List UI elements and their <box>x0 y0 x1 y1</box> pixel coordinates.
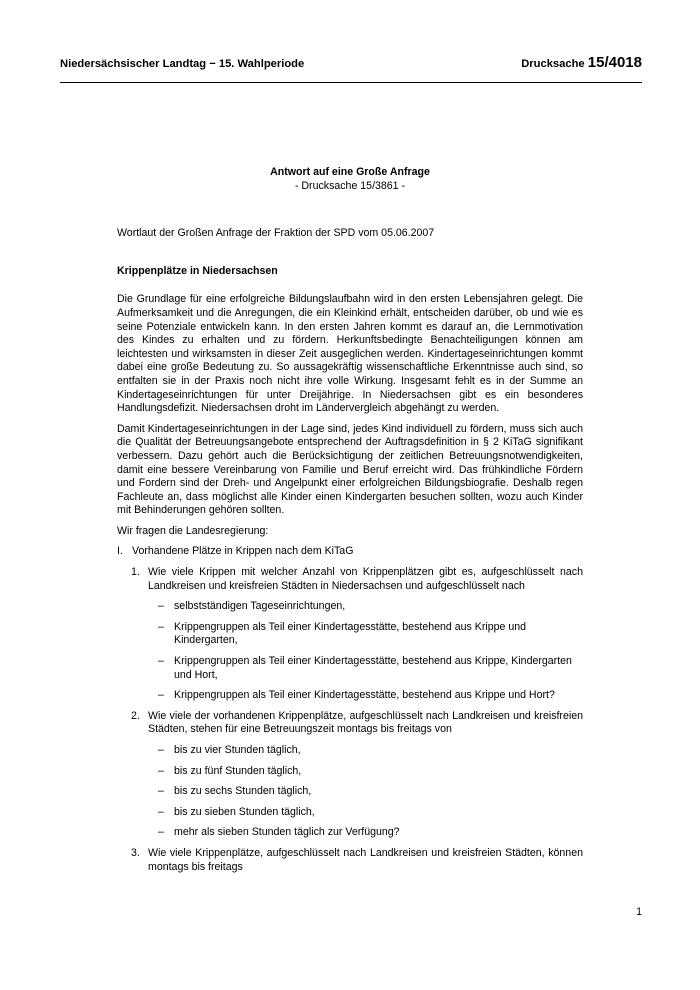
roman-section <box>117 545 583 559</box>
header-drucksache-number: 15/4018 <box>587 54 642 71</box>
list-item-text: bis zu sechs Stunden täglich, <box>174 785 312 798</box>
paragraph: Wir fragen die Landesregierung: <box>117 524 269 537</box>
dash-marker: – <box>158 785 164 798</box>
list-item-text: bis zu vier Stunden täglich, <box>174 744 301 756</box>
list-item-text: bis zu sieben Stunden täglich, <box>174 805 315 818</box>
dash-marker: – <box>158 620 164 633</box>
question-text: Wie viele Krippenplätze, aufgeschlüsselt nach Landkreisen und kreisfreien Städten, können montags bis freitags <box>148 846 583 873</box>
question-1 <box>117 566 583 593</box>
header-rule <box>60 82 642 83</box>
paragraph: Damit Kindertageseinrichtungen in der Lage sind, jedes Kind individuell zu fördern, muss sich auch die Qualität der Betreuungsangebote entsprechend der Auftragsdefinition in § 2 KiTaG signifikant verbessern. Dazu gehört auch die Berücksichtigung der zeitlichen Betreuungsnotwendigkeiten, damit eine bessere Vereinbarung von Familie und Beruf erreicht wird. Das frühkindliche Fördern und Fordern sind der Dreh- und Angelpunkt einer erfolgreichen Bildungsbiografie. Deshalb regen Fachleute an, dass möglichst alle Kinder einen Kindergarten besuchen sollten, wozu auch Kinder mit Behinderungen gehören sollten. <box>117 422 583 517</box>
document-title: Antwort auf eine Große Anfrage <box>270 166 430 178</box>
dash-marker: – <box>158 744 164 756</box>
question-text: Wie viele der vorhandenen Krippenplätze, aufgeschlüsselt nach Landkreisen und kreisfreien Städten, stehen für eine Betreuungszeit montags bis freitags von <box>148 709 583 736</box>
question-marker: 3. <box>131 846 140 859</box>
question-marker: 2. <box>131 709 140 722</box>
dash-marker: – <box>158 655 164 668</box>
list-item-text: Krippengruppen als Teil einer Kindertagesstätte, bestehend aus Krippe und Hort? <box>174 689 555 702</box>
list-item <box>117 826 583 840</box>
list-item <box>117 655 583 682</box>
dash-marker: – <box>158 805 164 818</box>
list-item <box>117 689 583 703</box>
page-header <box>60 56 642 72</box>
document-subtitle: - Drucksache 15/3861 - <box>294 179 406 192</box>
document-body <box>117 166 583 874</box>
question-2 <box>117 710 583 737</box>
question-text: Wie viele Krippen mit welcher Anzahl von Krippenplätzen gibt es, aufgeschlüsselt nach Landkreisen und kreisfreien Städten in Niedersachsen und aufgeschlüsselt nach <box>148 566 583 592</box>
list-item-text: mehr als sieben Stunden täglich zur Verfügung? <box>174 826 400 839</box>
list-item <box>117 765 583 779</box>
dash-marker: – <box>158 689 164 702</box>
list-item <box>117 600 583 614</box>
paragraph: Die Grundlage für eine erfolgreiche Bildungslaufbahn wird in den ersten Lebensjahren gelegt. Die Aufmerksamkeit und die Anregungen, die ein Kleinkind erhält, entscheiden darüber, ob und wie es seine Potenziale entwickeln kann. In den ersten Jahren kommt es darauf an, die Lernmotivation des Kindes zu erhalten und zu fördern. Herkunftsbedingte Benachteiligungen können am leichtesten und wirksamsten in dieser Zeit ausgeglichen werden. Kindertageseinrichtungen kommt dabei eine große Bedeutung zu. So aussagekräftig wissenschaftliche Erkenntnisse auch sind, so entfalten sie in der Praxis noch nicht ihre volle Wirkung. Insgesamt fehlt es in der Summe an Kindertageseinrichtungen für unter Dreijährige. In Niedersachsen gibt es ein besonderes Handlungsdefizit. Niedersachsen droht im Ländervergleich abgehängt zu werden. <box>117 293 583 415</box>
list-item-text: Krippengruppen als Teil einer Kindertagesstätte, bestehend aus Krippe, Kindergarten und Hort, <box>174 655 572 681</box>
list-item <box>117 744 583 758</box>
roman-section-title: Vorhandene Plätze in Krippen nach dem KiTaG <box>132 545 354 558</box>
question-2-bullets <box>117 744 583 840</box>
dash-marker: – <box>158 826 164 839</box>
list-item-text: Krippengruppen als Teil einer Kindertagesstätte, bestehend aus Krippe und Kindergarten, <box>174 620 526 647</box>
list-item-text: selbstständigen Tageseinrichtungen, <box>174 600 346 613</box>
question-1-bullets <box>117 600 583 703</box>
header-parliament: Niedersächsischer Landtag − 15. Wahlperiode <box>60 58 305 70</box>
list-item <box>117 621 583 648</box>
list-item <box>117 785 583 799</box>
list-item <box>117 806 583 820</box>
wortlaut-line: Wortlaut der Großen Anfrage der Fraktion der SPD vom 05.06.2007 <box>117 227 435 240</box>
page-number: 1 <box>636 906 642 918</box>
question-marker: 1. <box>131 566 140 579</box>
roman-marker: I. <box>117 545 123 558</box>
dash-marker: – <box>158 600 164 613</box>
question-3 <box>117 847 583 874</box>
header-drucksache-label: Drucksache <box>521 58 588 70</box>
section-heading: Krippenplätze in Niedersachsen <box>117 264 278 277</box>
list-item-text: bis zu fünf Stunden täglich, <box>174 764 302 777</box>
dash-marker: – <box>158 764 164 777</box>
header-document-number <box>521 54 642 72</box>
